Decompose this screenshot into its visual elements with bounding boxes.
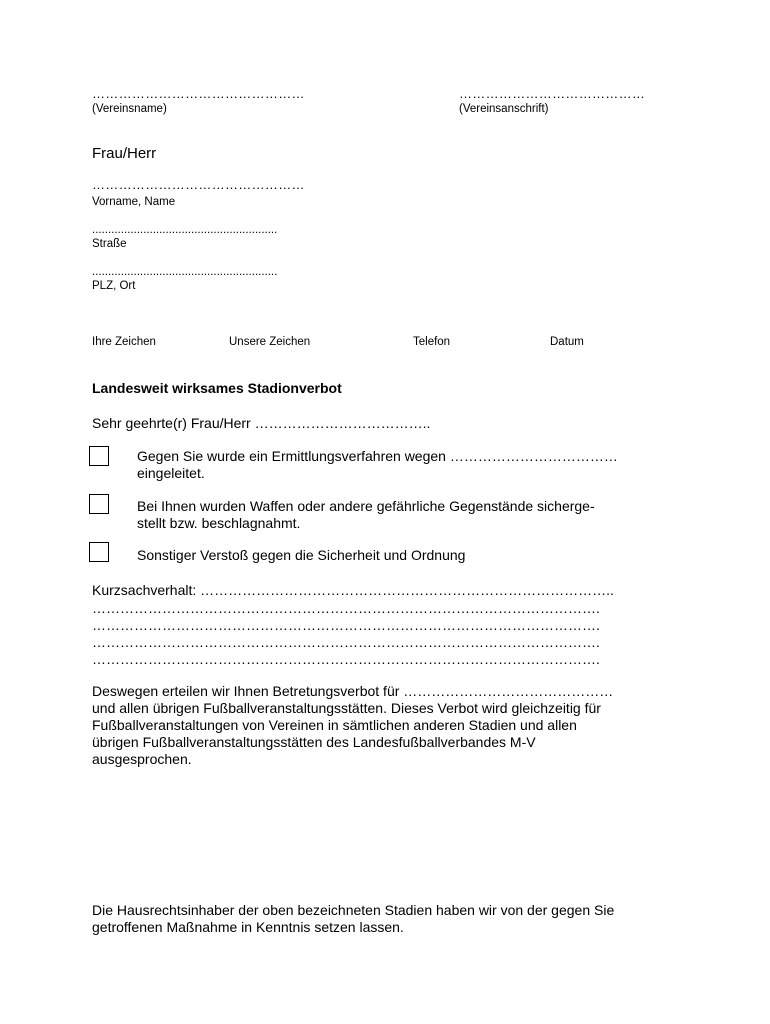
checkbox-investigation[interactable] bbox=[89, 446, 109, 466]
recipient-name-label: Vorname, Name bbox=[92, 196, 176, 208]
kurzsachverhalt-line: ………………………………………………………………………………………………. bbox=[92, 600, 600, 616]
ban-paragraph-line: Deswegen erteilen wir Ihnen Betretungsverbot für ……………………………………… bbox=[92, 683, 614, 699]
club-address-dots: …………………………………… bbox=[459, 86, 646, 101]
checkbox-investigation-line2: eingeleitet. bbox=[137, 465, 205, 481]
greeting: Sehr geehrte(r) Frau/Herr ……………………………….. bbox=[92, 415, 431, 431]
recipient-city-label: PLZ, Ort bbox=[92, 280, 136, 292]
ban-paragraph-line: Fußballveranstaltungen von Vereinen in sämtlichen anderen Stadien und allen bbox=[92, 717, 577, 733]
ban-paragraph-line: und allen übrigen Fußballveranstaltungsstätten. Dieses Verbot wird gleichzeitig für bbox=[92, 700, 601, 716]
checkbox-weapons[interactable] bbox=[89, 494, 109, 514]
checkbox-weapons-line2: stellt bzw. beschlagnahmt. bbox=[137, 515, 301, 531]
recipient-name-dots: ………………………………………… bbox=[92, 177, 305, 192]
club-name-label: (Vereinsname) bbox=[92, 103, 167, 115]
recipient-street-label: Straße bbox=[92, 238, 127, 250]
checkbox-investigation-line1: Gegen Sie wurde ein Ermittlungsverfahren wegen ……………………………… bbox=[137, 448, 618, 464]
club-name-dots: ………………………………………… bbox=[92, 86, 305, 101]
notice-paragraph-line: Die Hausrechtsinhaber der oben bezeichneten Stadien haben wir von der gegen Sie bbox=[92, 902, 615, 918]
ban-paragraph-line: übrigen Fußballveranstaltungsstätten des Landesfußballverbandes M-V bbox=[92, 734, 536, 750]
kurzsachverhalt-line: ………………………………………………………………………………………………. bbox=[92, 651, 600, 667]
kurzsachverhalt-label: Kurzsachverhalt: …………………………………………………………………………….. bbox=[92, 582, 614, 598]
recipient-street-dots: .......................................................... bbox=[92, 224, 278, 236]
recipient-city-dots: .......................................................... bbox=[92, 266, 278, 278]
checkbox-other-violation[interactable] bbox=[89, 542, 109, 562]
kurzsachverhalt-line: ………………………………………………………………………………………………. bbox=[92, 634, 600, 650]
reference-telefon: Telefon bbox=[413, 336, 451, 348]
club-address-label: (Vereinsanschrift) bbox=[459, 103, 549, 115]
kurzsachverhalt-line: ………………………………………………………………………………………………. bbox=[92, 617, 600, 633]
recipient-salutation: Frau/Herr bbox=[92, 145, 157, 162]
reference-datum: Datum bbox=[550, 336, 584, 348]
ban-paragraph-line: ausgesprochen. bbox=[92, 751, 192, 767]
checkbox-other-violation-line1: Sonstiger Verstoß gegen die Sicherheit und Ordnung bbox=[137, 547, 466, 563]
checkbox-weapons-line1: Bei Ihnen wurden Waffen oder andere gefährliche Gegenstände sicherge- bbox=[137, 498, 595, 514]
reference-unsere-zeichen: Unsere Zeichen bbox=[229, 336, 311, 348]
subject-heading: Landesweit wirksames Stadionverbot bbox=[92, 380, 342, 396]
notice-paragraph-line: getroffenen Maßnahme in Kenntnis setzen lassen. bbox=[92, 919, 404, 935]
reference-ihre-zeichen: Ihre Zeichen bbox=[92, 336, 156, 348]
